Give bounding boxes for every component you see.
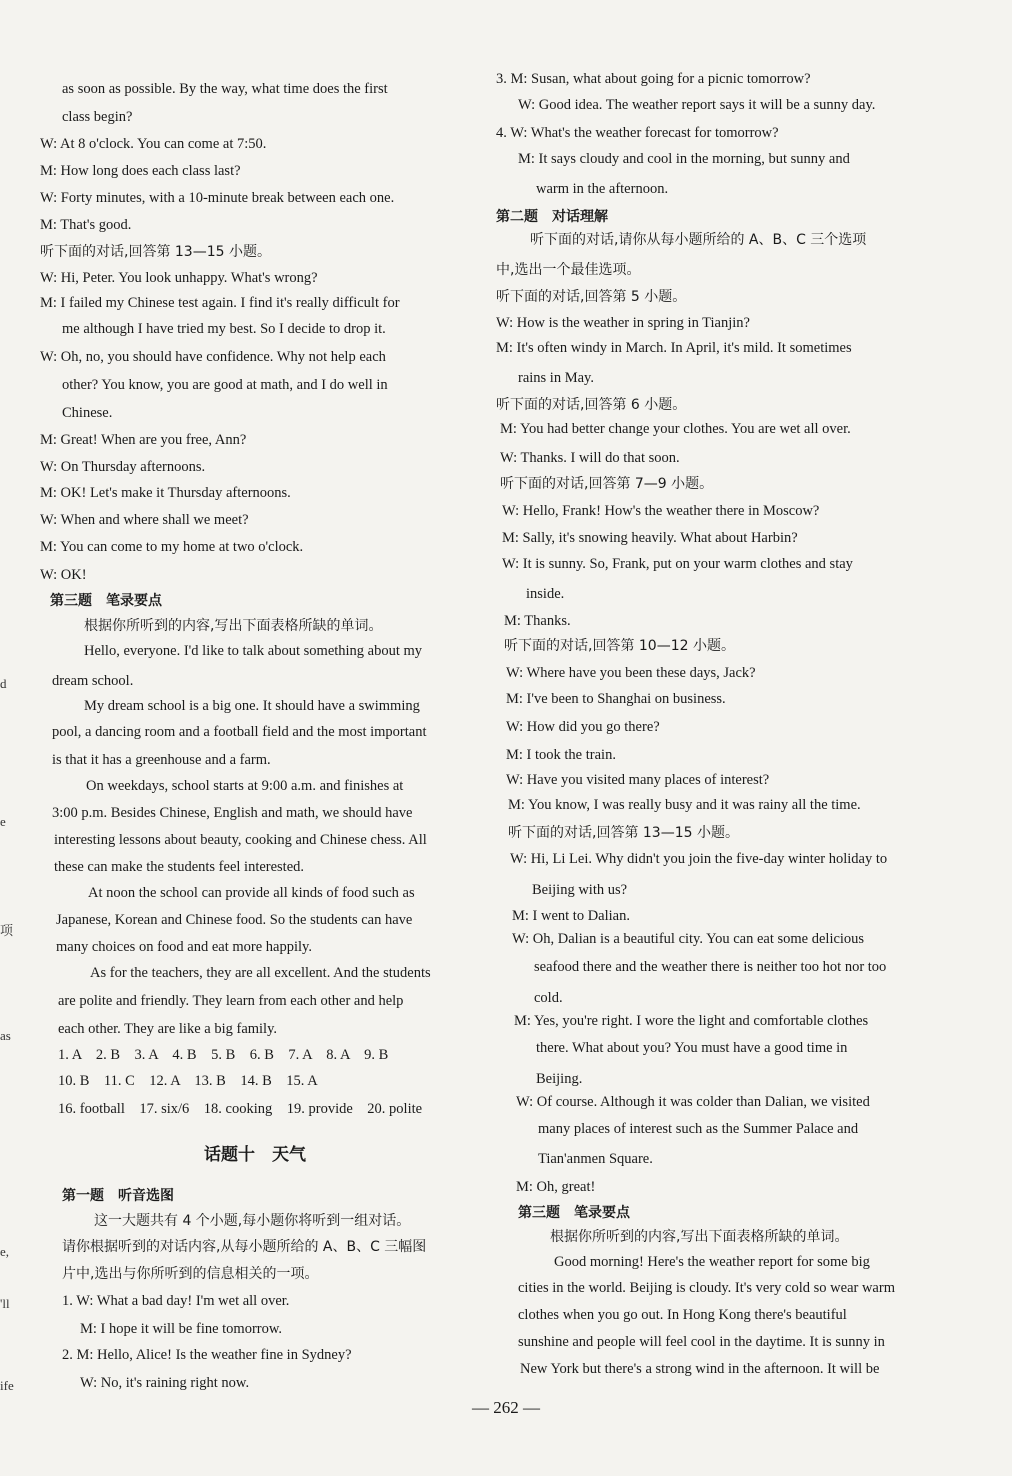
text-line: many places of interest such as the Summer Palace and (538, 1121, 859, 1137)
dialogue-line: M: Great! When are you free, Ann? (40, 432, 247, 448)
dialogue-line: W: When and where shall we meet? (40, 512, 249, 528)
text-line: cold. (534, 990, 563, 1006)
instruction-line: 根据你所听到的内容,写出下面表格所缺的单词。 (550, 1229, 849, 1245)
instruction-line: 听下面的对话,回答第 5 小题。 (496, 289, 687, 305)
dialogue-line: M: That's good. (40, 217, 132, 233)
instruction-line: 听下面的对话,回答第 13—15 小题。 (508, 825, 739, 841)
instruction-line: 听下面的对话,请你从每小题所给的 A、B、C 三个选项 (530, 232, 867, 248)
instruction-line: 中,选出一个最佳选项。 (496, 262, 641, 278)
dialogue-line: M: It says cloudy and cool in the morning, but sunny and (518, 151, 850, 167)
text-line: Beijing. (536, 1071, 583, 1087)
text-line: Tian'anmen Square. (538, 1151, 653, 1167)
dialogue-line: W: Oh, Dalian is a beautiful city. You can eat some delicious (512, 931, 865, 947)
dialogue-line: W: How did you go there? (506, 719, 660, 735)
edge-fragment: e (0, 814, 6, 829)
dialogue-line: M: Thanks. (504, 613, 571, 629)
dialogue-line: W: Have you visited many places of interest? (506, 772, 770, 788)
text-line: dream school. (52, 673, 134, 689)
dialogue-line: W: Hi, Li Lei. Why didn't you join the five-day winter holiday to (510, 851, 888, 867)
page-number: — 262 — (472, 1398, 540, 1417)
instruction-line: 听下面的对话,回答第 6 小题。 (496, 397, 687, 413)
dialogue-line: 4. W: What's the weather forecast for tomorrow? (496, 125, 779, 141)
text-line: class begin? (62, 109, 133, 125)
text-line: these can make the students feel interested. (54, 859, 305, 875)
answer-key-line: 1. A 2. B 3. A 4. B 5. B 6. B 7. A 8. A 9. B (58, 1047, 389, 1063)
dialogue-line: 1. W: What a bad day! I'm wet all over. (62, 1293, 290, 1309)
text-line: At noon the school can provide all kinds of food such as (88, 885, 415, 901)
instruction-line: 这一大题共有 4 个小题,每小题你将听到一组对话。 (94, 1213, 411, 1229)
text-line: inside. (526, 586, 565, 602)
text-line: each other. They are like a big family. (58, 1021, 278, 1037)
text-line: seafood there and the weather there is neither too hot nor too (534, 959, 887, 975)
text-line: sunshine and people will feel cool in the daytime. It is sunny in (518, 1334, 885, 1350)
dialogue-line: 3. M: Susan, what about going for a picnic tomorrow? (496, 71, 811, 87)
text-line: Hello, everyone. I'd like to talk about something about my (84, 643, 423, 659)
dialogue-line: W: Forty minutes, with a 10-minute break between each one. (40, 190, 395, 206)
dialogue-line: W: Oh, no, you should have confidence. Why not help each (40, 349, 386, 365)
text-line: are polite and friendly. They learn from each other and help (58, 993, 404, 1009)
instruction-line: 听下面的对话,回答第 13—15 小题。 (40, 244, 271, 260)
text-line: me although I have tried my best. So I decide to drop it. (62, 321, 386, 337)
dialogue-line: M: I failed my Chinese test again. I find it's really difficult for (40, 295, 400, 311)
answer-key-line: 10. B 11. C 12. A 13. B 14. B 15. A (58, 1073, 318, 1089)
text-line: warm in the afternoon. (536, 181, 669, 197)
dialogue-line: M: You can come to my home at two o'clock. (40, 539, 304, 555)
dialogue-line: W: At 8 o'clock. You can come at 7:50. (40, 136, 267, 152)
dialogue-line: W: Where have you been these days, Jack? (506, 665, 756, 681)
text-line: interesting lessons about beauty, cooking and Chinese chess. All (54, 832, 427, 848)
text-line: As for the teachers, they are all excellent. And the students (90, 965, 431, 981)
text-line: as soon as possible. By the way, what time does the first (62, 81, 388, 97)
section-heading: 第三题 笔录要点 (50, 593, 162, 609)
dialogue-line: M: It's often windy in March. In April, it's mild. It sometimes (496, 340, 852, 356)
dialogue-line: M: OK! Let's make it Thursday afternoons. (40, 485, 291, 501)
edge-fragment: ife (0, 1378, 14, 1393)
dialogue-line: M: Yes, you're right. I wore the light and comfortable clothes (514, 1013, 869, 1029)
text-line: many choices on food and eat more happily. (56, 939, 312, 955)
answer-key-line: 16. football 17. six/6 18. cooking 19. provide 20. polite (58, 1101, 423, 1117)
text-line: 3:00 p.m. Besides Chinese, English and math, we should have (52, 805, 413, 821)
text-line: there. What about you? You must have a good time in (536, 1040, 848, 1056)
text-line: Good morning! Here's the weather report for some big (554, 1254, 870, 1270)
instruction-line: 请你根据听到的对话内容,从每小题所给的 A、B、C 三幅图 (62, 1239, 427, 1255)
text-line: clothes when you go out. In Hong Kong there's beautiful (518, 1307, 847, 1323)
instruction-line: 根据你所听到的内容,写出下面表格所缺的单词。 (84, 618, 383, 634)
edge-fragment: as (0, 1028, 11, 1043)
section-heading: 第二题 对话理解 (496, 209, 608, 225)
text-line: New York but there's a strong wind in the afternoon. It will be (520, 1361, 880, 1377)
dialogue-line: W: OK! (40, 567, 87, 583)
section-heading: 第一题 听音选图 (62, 1188, 174, 1204)
instruction-line: 听下面的对话,回答第 10—12 小题。 (504, 638, 735, 654)
text-line: pool, a dancing room and a football field and the most important (52, 724, 427, 740)
dialogue-line: M: I've been to Shanghai on business. (506, 691, 726, 707)
dialogue-line: 2. M: Hello, Alice! Is the weather fine in Sydney? (62, 1347, 352, 1363)
dialogue-line: W: Hello, Frank! How's the weather there in Moscow? (502, 503, 820, 519)
text-line: cities in the world. Beijing is cloudy. It's very cold so wear warm (518, 1280, 895, 1296)
text-line: Beijing with us? (532, 882, 628, 898)
edge-fragment: e, (0, 1244, 10, 1259)
dialogue-line: W: On Thursday afternoons. (40, 459, 206, 475)
topic-title: 话题十 天气 (204, 1145, 306, 1165)
dialogue-line: W: Good idea. The weather report says it will be a sunny day. (518, 97, 876, 113)
dialogue-line: M: I took the train. (506, 747, 616, 763)
text-line: is that it has a greenhouse and a farm. (52, 752, 271, 768)
dialogue-line: M: I hope it will be fine tomorrow. (80, 1321, 283, 1337)
dialogue-line: W: Hi, Peter. You look unhappy. What's wrong? (40, 270, 318, 286)
text-line: My dream school is a big one. It should have a swimming (84, 698, 420, 714)
text-line: On weekdays, school starts at 9:00 a.m. and finishes at (86, 778, 404, 794)
edge-fragment: 'll (0, 1296, 10, 1311)
dialogue-line: W: No, it's raining right now. (80, 1375, 250, 1391)
edge-fragment: d (0, 676, 7, 691)
dialogue-line: W: Of course. Although it was colder than Dalian, we visited (516, 1094, 870, 1110)
edge-fragment: 项 (0, 923, 14, 938)
text-line: Chinese. (62, 405, 113, 421)
dialogue-line: W: Thanks. I will do that soon. (500, 450, 680, 466)
instruction-line: 片中,选出与你所听到的信息相关的一项。 (62, 1266, 319, 1282)
dialogue-line: M: I went to Dalian. (512, 908, 630, 924)
text-line: rains in May. (518, 370, 594, 386)
dialogue-line: M: How long does each class last? (40, 163, 241, 179)
instruction-line: 听下面的对话,回答第 7—9 小题。 (500, 476, 714, 492)
dialogue-line: W: How is the weather in spring in Tianjin? (496, 315, 750, 331)
section-heading: 第三题 笔录要点 (518, 1205, 630, 1221)
dialogue-line: W: It is sunny. So, Frank, put on your warm clothes and stay (502, 556, 853, 572)
text-line: other? You know, you are good at math, and I do well in (62, 377, 388, 393)
dialogue-line: M: Oh, great! (516, 1179, 596, 1195)
text-line: Japanese, Korean and Chinese food. So the students can have (56, 912, 413, 928)
dialogue-line: M: Sally, it's snowing heavily. What about Harbin? (502, 530, 798, 546)
dialogue-line: M: You had better change your clothes. You are wet all over. (500, 421, 851, 437)
dialogue-line: M: You know, I was really busy and it was rainy all the time. (508, 797, 861, 813)
